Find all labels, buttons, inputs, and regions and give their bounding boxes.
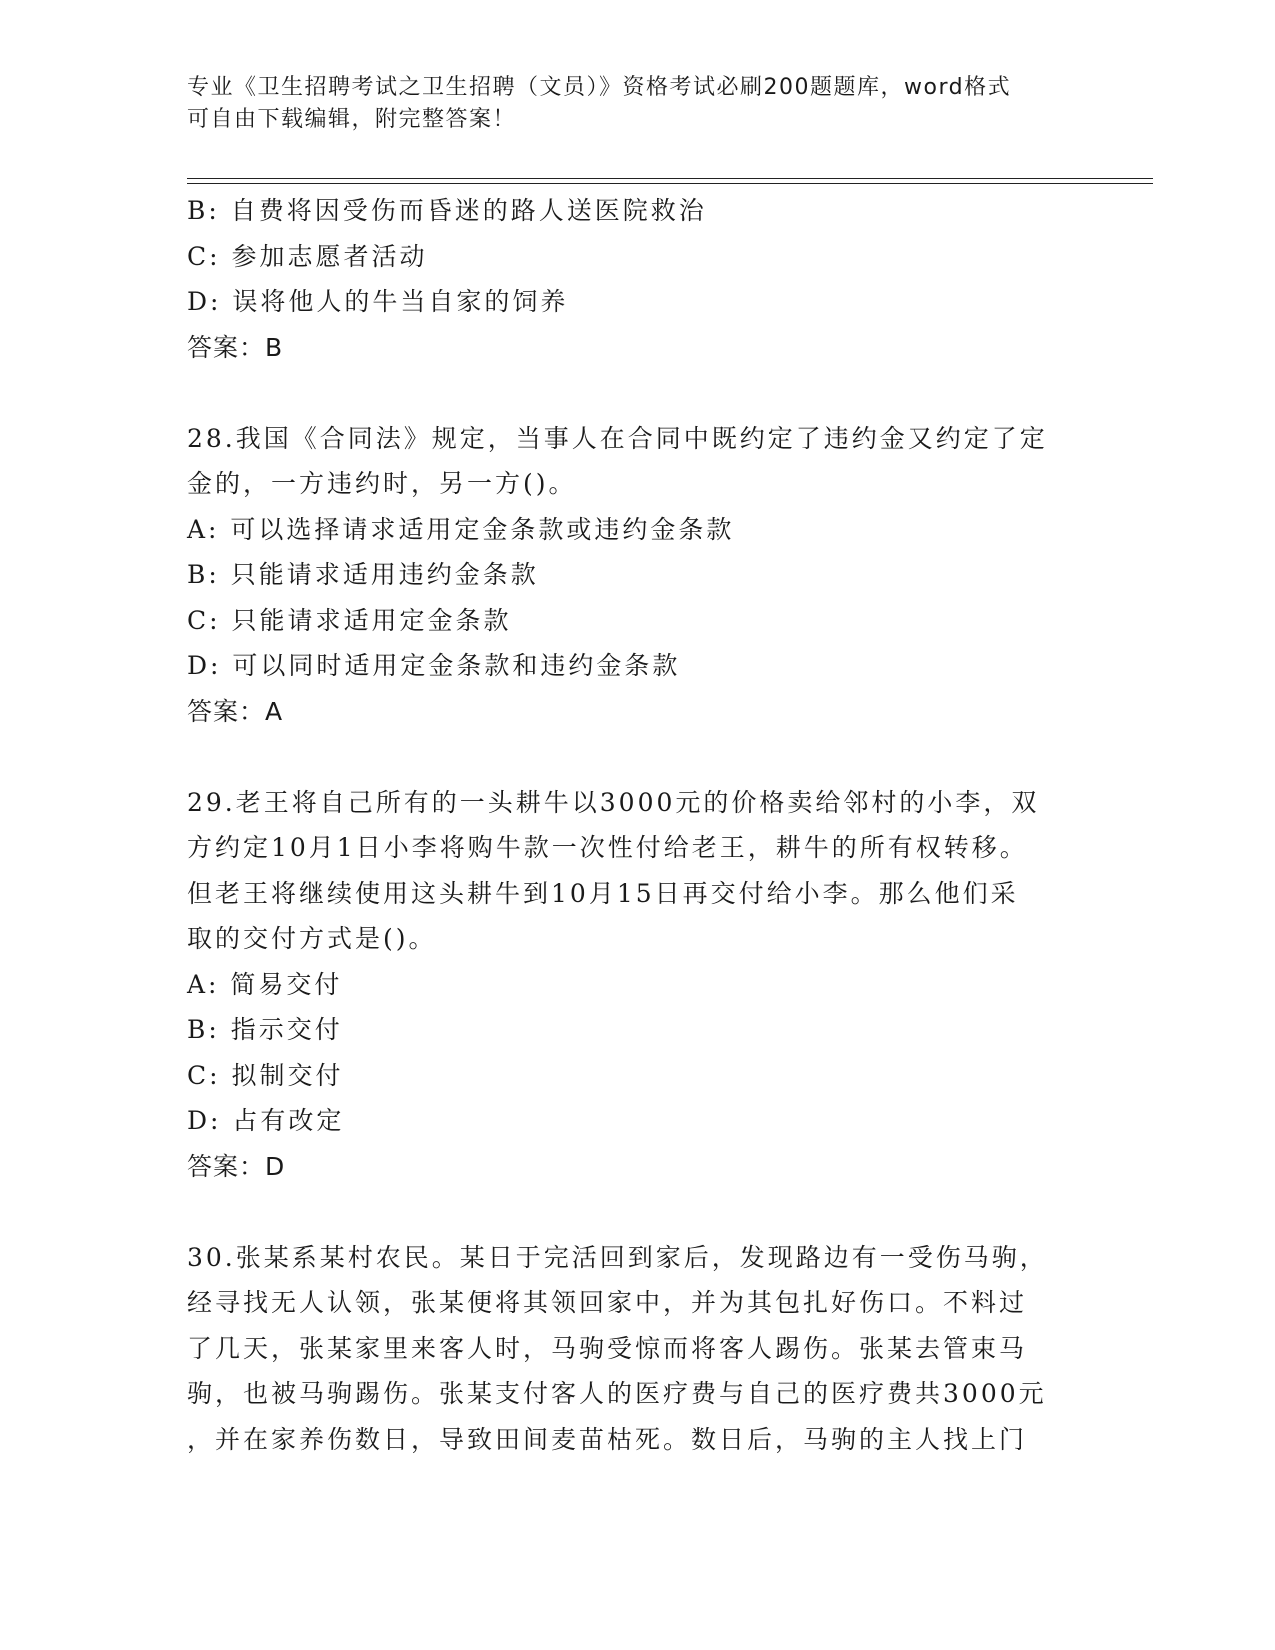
q28-option-b: B: 只能请求适用违约金条款 — [187, 560, 539, 589]
q29-option-a: A: 简易交付 — [187, 969, 343, 999]
q27-option-d: D: 误将他人的牛当自家的饲养 — [187, 287, 569, 316]
spacer — [187, 370, 1077, 416]
spacer — [187, 734, 1077, 780]
q29-answer: 答案：D — [187, 1151, 286, 1181]
q29-option-b: B: 指示交付 — [187, 1015, 343, 1044]
q29-stem-line-4: 取的交付方式是()。 — [187, 924, 437, 953]
q29-stem-line-3: 但老王将继续使用这头耕牛到10月15日再交付给小李。那么他们采 — [187, 878, 1019, 908]
q30-stem-line-3: 了几天，张某家里来客人时，马驹受惊而将客人踢伤。张某去管束马 — [187, 1333, 1028, 1363]
q27-option-c: C: 参加志愿者活动 — [187, 241, 428, 271]
q30-stem-line-4: 驹，也被马驹踢伤。张某支付客人的医疗费与自己的医疗费共3000元 — [187, 1379, 1047, 1408]
q30-stem-line-5: ，并在家养伤数日，导致田间麦苗枯死。数日后，马驹的主人找上门 — [187, 1424, 1028, 1454]
q28-stem-line-2: 金的，一方违约时，另一方()。 — [187, 469, 577, 498]
q28-option-c: C: 只能请求适用定金条款 — [187, 605, 512, 635]
q29-option-d: D: 占有改定 — [187, 1106, 345, 1135]
q28-stem-line-1: 28.我国《合同法》规定，当事人在合同中既约定了违约金又约定了定 — [187, 423, 1048, 453]
question-content — [187, 188, 1077, 1462]
q29-option-c: C: 拟制交付 — [187, 1060, 344, 1090]
page-header — [187, 72, 1087, 136]
header-line-1: 专业《卫生招聘考试之卫生招聘（文员）》资格考试必刷200题题库，word格式 — [187, 75, 1012, 100]
spacer — [187, 1189, 1077, 1235]
q29-stem-line-1: 29.老王将自己所有的一头耕牛以3000元的价格卖给邻村的小李，双 — [187, 787, 1040, 817]
q28-answer: 答案：A — [187, 696, 284, 726]
q27-answer: 答案：B — [187, 332, 284, 362]
q30-stem-line-2: 经寻找无人认领，张某便将其领回家中，并为其包扎好伤口。不料过 — [187, 1288, 1028, 1317]
q27-option-b: B: 自费将因受伤而昏迷的路人送医院救治 — [187, 196, 707, 225]
header-divider-top — [187, 178, 1153, 179]
header-divider-bottom — [187, 183, 1153, 184]
q28-option-a: A: 可以选择请求适用定金条款或违约金条款 — [187, 514, 735, 544]
q28-option-d: D: 可以同时适用定金条款和违约金条款 — [187, 651, 681, 680]
q30-stem-line-1: 30.张某系某村农民。某日于完活回到家后，发现路边有一受伤马驹， — [187, 1242, 1048, 1272]
header-line-2: 可自由下载编辑，附完整答案！ — [187, 107, 517, 132]
q29-stem-line-2: 方约定10月1日小李将购牛款一次性付给老王，耕牛的所有权转移。 — [187, 833, 1028, 862]
